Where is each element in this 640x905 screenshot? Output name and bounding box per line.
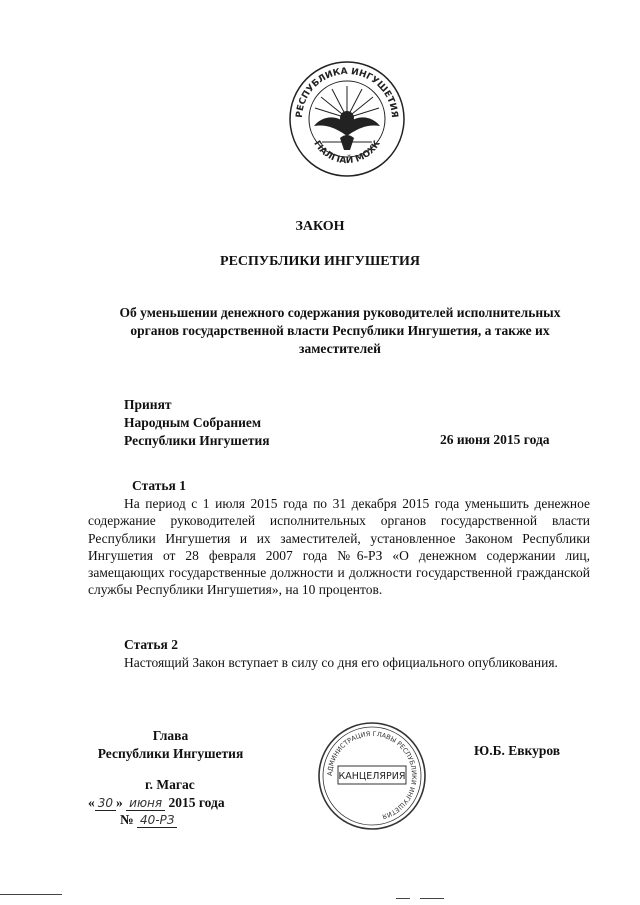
svg-text:АДМИНИСТРАЦИЯ ГЛАВЫ РЕСПУБЛИКИ: АДМИНИСТРАЦИЯ ГЛАВЫ РЕСПУБЛИКИ ИНГУШЕТИЯ bbox=[325, 729, 419, 821]
adoption-date: 26 июня 2015 года bbox=[440, 432, 550, 447]
signatory-name: Ю.Б. Евкуров bbox=[474, 743, 561, 758]
article-heading: Статья 1 bbox=[132, 478, 186, 493]
issuer-title: РЕСПУБЛИКИ ИНГУШЕТИЯ bbox=[220, 254, 420, 269]
adoption-line: Принят bbox=[124, 397, 172, 412]
office-stamp bbox=[316, 720, 428, 832]
issue-date: « 30 » июня 2015 года bbox=[88, 795, 225, 810]
svg-text:ГIАЛГIАЙ МОХК: ГIАЛГIАЙ МОХК bbox=[311, 139, 383, 167]
svg-text:РЕСПУБЛИКА ИНГУШЕТИЯ: РЕСПУБЛИКА ИНГУШЕТИЯ bbox=[294, 66, 400, 119]
adoption-line: Республики Ингушетия bbox=[124, 433, 270, 448]
law-subject: Об уменьшении денежного содержания руководителей исполнительных органов государственной власти Республики Ингушетия, а также их заместителей bbox=[119, 305, 561, 356]
divider bbox=[396, 898, 410, 899]
handwritten-number: 40-РЗ bbox=[137, 813, 178, 828]
divider bbox=[0, 894, 62, 895]
article-text: Настоящий Закон вступает в силу со дня его официального опубликования. bbox=[124, 655, 558, 670]
issue-place: г. Магас bbox=[145, 777, 195, 792]
law-number: № 40-РЗ bbox=[120, 812, 177, 828]
article-heading: Статья 2 bbox=[124, 637, 178, 652]
handwritten-month: июня bbox=[126, 796, 165, 811]
article-text: На период с 1 июля 2015 года по 31 декабря 2015 года уменьшить денежное содержание руководителей исполнительных органов государственной власти Республики Ингушетия и их заместителей, установленное Законом Республики Ингушетия от 28 февраля 2007 года №6-РЗ «О денежном содержании лиц, замещающих государственные должности и должности государственной гражданской службы Республики Ингушетия», на 10 процентов. bbox=[88, 496, 590, 598]
divider bbox=[420, 898, 444, 899]
handwritten-day: 30 bbox=[95, 796, 116, 811]
adoption-line: Народным Собранием bbox=[124, 415, 262, 430]
signatory-title-line: Глава bbox=[152, 728, 189, 743]
signatory-title bbox=[88, 727, 253, 763]
adoption-block bbox=[124, 396, 270, 450]
coat-of-arms-icon bbox=[288, 60, 406, 178]
document-type: ЗАКОН bbox=[295, 219, 345, 234]
signatory-title-line: Республики Ингушетия bbox=[97, 746, 244, 761]
svg-text:КАНЦЕЛЯРИЯ: КАНЦЕЛЯРИЯ bbox=[338, 771, 406, 782]
